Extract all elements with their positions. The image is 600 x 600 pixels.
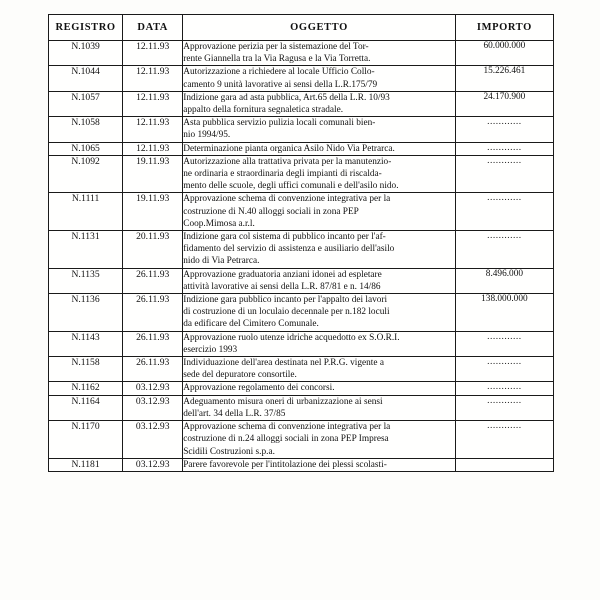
oggetto-line: Individuazione dell'area destinata nel P.R.G. vigente a — [183, 358, 384, 369]
importo-value: ............ — [487, 231, 522, 242]
oggetto-line: costruzione di n.24 alloggi sociali in zona PEP Impresa — [183, 434, 389, 445]
cell-importo — [455, 142, 553, 155]
cell-oggetto — [183, 458, 456, 471]
cell-registro: N.1136 — [49, 294, 123, 332]
cell-oggetto — [183, 357, 456, 382]
importo-value: 60.000.000 — [483, 41, 526, 51]
table-row — [49, 382, 554, 395]
oggetto-line: attività lavorative ai sensi della L.R. 87/81 e n. 14/86 — [183, 281, 381, 292]
oggetto-line: Indizione gara ad asta pubblica, Art.65 della L.R. 10/93 — [183, 92, 390, 103]
table-header — [49, 15, 554, 41]
cell-registro: N.1164 — [49, 395, 123, 420]
oggetto-line: nido di Via Petrarca. — [183, 256, 260, 267]
oggetto-line: Approvazione schema di convenzione integrativa per la — [183, 194, 391, 205]
cell-registro: N.1111 — [49, 193, 123, 231]
cell-oggetto — [183, 66, 456, 91]
table-row — [49, 294, 554, 332]
oggetto-line: nio 1994/95. — [183, 130, 231, 141]
cell-oggetto — [183, 155, 456, 193]
cell-registro: N.1162 — [49, 382, 123, 395]
cell-data: 12.11.93 — [123, 142, 183, 155]
cell-data: 12.11.93 — [123, 41, 183, 66]
oggetto-line: Indizione gara col sistema di pubblico incanto per l'af- — [183, 232, 386, 243]
cell-registro: N.1181 — [49, 458, 123, 471]
table-row — [49, 357, 554, 382]
cell-registro: N.1092 — [49, 155, 123, 193]
cell-importo — [455, 294, 553, 332]
table-row — [49, 395, 554, 420]
register-table — [48, 14, 554, 472]
cell-oggetto — [183, 395, 456, 420]
oggetto-line: rente Giannella tra la Via Ragusa e la Via Torretta. — [183, 54, 371, 65]
importo-value: ............ — [487, 193, 522, 204]
cell-importo — [455, 382, 553, 395]
oggetto-line: da edificare del Cimitero Comunale. — [183, 319, 319, 330]
cell-registro: N.1044 — [49, 66, 123, 91]
importo-value: 8.496.000 — [485, 268, 523, 279]
cell-importo — [455, 155, 553, 193]
table-row — [49, 117, 554, 142]
cell-data: 12.11.93 — [123, 91, 183, 116]
importo-value: 138.000.000 — [481, 294, 528, 305]
cell-data: 26.11.93 — [123, 331, 183, 356]
importo-value: ............ — [487, 155, 522, 166]
cell-oggetto — [183, 193, 456, 231]
oggetto-line: Approvazione ruolo utenze idriche acquedotto ex S.O.R.I. — [183, 332, 400, 343]
cell-data: 03.12.93 — [123, 382, 183, 395]
cell-importo — [455, 117, 553, 142]
cell-oggetto — [183, 142, 456, 155]
cell-importo — [455, 395, 553, 420]
cell-data: 19.11.93 — [123, 155, 183, 193]
oggetto-line: Coop.Mimosa a.r.l. — [183, 218, 255, 229]
table-row — [49, 142, 554, 155]
cell-oggetto — [183, 91, 456, 116]
cell-importo — [455, 421, 553, 459]
cell-importo — [455, 41, 553, 66]
oggetto-line: Autorizzazione a richiedere al locale Ufficio Collo- — [183, 67, 375, 78]
cell-oggetto — [183, 382, 456, 395]
cell-importo — [455, 458, 553, 471]
cell-importo — [455, 357, 553, 382]
importo-value: ............ — [487, 331, 522, 342]
importo-value: ............ — [487, 395, 522, 406]
table-body — [49, 41, 554, 472]
oggetto-line: camento 9 unità lavorative ai sensi della L.R.175/79 — [183, 79, 378, 90]
cell-registro: N.1057 — [49, 91, 123, 116]
oggetto-line: Parere favorevole per l'intitolazione dei plessi scolasti- — [183, 459, 387, 470]
cell-data: 03.12.93 — [123, 421, 183, 459]
cell-importo — [455, 66, 553, 91]
cell-oggetto — [183, 294, 456, 332]
cell-registro: N.1143 — [49, 331, 123, 356]
cell-data: 12.11.93 — [123, 66, 183, 91]
oggetto-line: Determinazione pianta organica Asilo Nido Via Petrarca. — [183, 143, 395, 154]
cell-registro: N.1039 — [49, 41, 123, 66]
cell-data: 12.11.93 — [123, 117, 183, 142]
oggetto-line: Scidili Costruzioni s.p.a. — [183, 446, 275, 457]
importo-value: ............ — [487, 421, 522, 432]
importo-value: ............ — [487, 142, 522, 153]
oggetto-line: di costruzione di un loculaio decennale per n.182 loculi — [183, 307, 390, 318]
table-row — [49, 231, 554, 269]
table-row — [49, 41, 554, 66]
column-header-oggetto: OGGETTO — [183, 15, 456, 41]
cell-oggetto — [183, 231, 456, 269]
column-header-data: DATA — [123, 15, 183, 41]
cell-registro: N.1065 — [49, 142, 123, 155]
table-row — [49, 421, 554, 459]
table-row — [49, 268, 554, 293]
importo-value: 24.170.900 — [483, 91, 526, 102]
table-row — [49, 331, 554, 356]
cell-importo — [455, 231, 553, 269]
oggetto-line: costruzione di N.40 alloggi sociali in zona PEP — [183, 206, 359, 217]
table-row — [49, 66, 554, 91]
importo-value: ............ — [487, 382, 522, 393]
cell-registro: N.1158 — [49, 357, 123, 382]
table-header-row — [49, 15, 554, 41]
cell-data: 20.11.93 — [123, 231, 183, 269]
cell-registro: N.1131 — [49, 231, 123, 269]
oggetto-line: esercizio 1993 — [183, 344, 238, 355]
cell-oggetto — [183, 421, 456, 459]
cell-data: 19.11.93 — [123, 193, 183, 231]
oggetto-line: sede del depuratore consortile. — [183, 370, 297, 381]
cell-importo — [455, 91, 553, 116]
oggetto-line: Approvazione perizia per la sistemazione del Tor- — [183, 42, 369, 52]
column-header-importo: IMPORTO — [455, 15, 553, 41]
oggetto-line: appalto della fornitura segnaletica stradale. — [183, 105, 344, 116]
oggetto-line: ne ordinaria e straordinaria degli impianti di riscalda- — [183, 169, 382, 180]
table-row — [49, 91, 554, 116]
oggetto-line: Approvazione regolamento dei concorsi. — [183, 383, 335, 394]
importo-value: ............ — [487, 117, 522, 128]
oggetto-line: dell'art. 34 della L.R. 37/85 — [183, 408, 286, 419]
oggetto-line: Indizione gara pubblico incanto per l'appalto dei lavori — [183, 295, 388, 306]
table-row — [49, 193, 554, 231]
oggetto-line: Approvazione graduatoria anziani idonei ad espletare — [183, 269, 382, 280]
oggetto-line: Adeguamento misura oneri di urbanizzazione ai sensi — [183, 396, 383, 407]
cell-data: 26.11.93 — [123, 294, 183, 332]
cell-registro: N.1135 — [49, 268, 123, 293]
oggetto-line: Asta pubblica servizio pulizia locali comunali bien- — [183, 118, 376, 129]
oggetto-line: Autorizzazione alla trattativa privata per la manutenzio- — [183, 156, 392, 167]
table-row — [49, 458, 554, 471]
register-table-wrapper — [48, 14, 554, 472]
cell-importo — [455, 193, 553, 231]
table-row — [49, 155, 554, 193]
cell-data: 26.11.93 — [123, 268, 183, 293]
oggetto-line: mento delle scuole, degli uffici comunali e dell'asilo nido. — [183, 181, 399, 192]
cell-registro: N.1058 — [49, 117, 123, 142]
importo-value: 15.226.461 — [483, 66, 526, 77]
cell-importo — [455, 331, 553, 356]
importo-value: ............ — [487, 357, 522, 368]
cell-oggetto — [183, 331, 456, 356]
cell-oggetto — [183, 41, 456, 66]
column-header-registro: REGISTRO — [49, 15, 123, 41]
cell-data: 03.12.93 — [123, 395, 183, 420]
oggetto-line: Approvazione schema di convenzione integrativa per la — [183, 422, 391, 433]
cell-oggetto — [183, 268, 456, 293]
cell-registro: N.1170 — [49, 421, 123, 459]
cell-data: 03.12.93 — [123, 458, 183, 471]
cell-importo — [455, 268, 553, 293]
oggetto-line: fidamento del servizio di assistenza e ausiliario dell'asilo — [183, 244, 395, 255]
cell-oggetto — [183, 117, 456, 142]
cell-data: 26.11.93 — [123, 357, 183, 382]
